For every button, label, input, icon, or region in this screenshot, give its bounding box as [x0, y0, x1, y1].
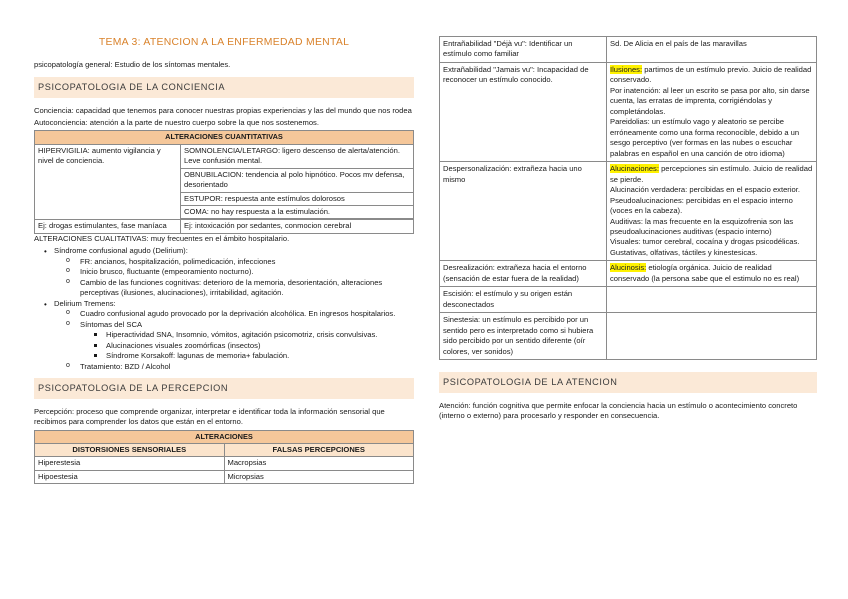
table-heading: ALTERACIONES: [35, 430, 414, 443]
list-item: [66, 320, 414, 362]
list-item: Síndrome Korsakoff: lagunas de memoria+ fabulación.: [94, 351, 414, 361]
section-header-percepcion: PSICOPATOLOGIA DE LA PERCEPCION: [34, 378, 414, 399]
section-header-conciencia: PSICOPATOLOGIA DE LA CONCIENCIA: [34, 77, 414, 98]
table-cell: [607, 162, 817, 261]
table-cell: Ej: drogas estimulantes, fase maníaca: [35, 220, 181, 233]
cell-text: Alucinación verdadera: percibidas en el espacio exterior.: [610, 185, 800, 195]
cell-text: Por inatención: al leer un escrito se pasa por alto, sin darse cuenta, las erratas de imprenta, corrigiéndolas y completándolas.: [610, 85, 810, 116]
table-cell: [607, 62, 817, 161]
table-cell: Sinestesia: un estímulo es percibido por un sentido pero es interpretado como si hubiera sido percibido por un sentido diferente (oír colores, ver sonidos): [440, 313, 607, 360]
list-item: o Inicio brusco, fluctuante (empeoramiento nocturno).: [66, 267, 414, 277]
document-title: TEMA 3: ATENCION A LA ENFERMEDAD MENTAL: [98, 37, 350, 48]
percepcion-detail-table: [439, 36, 817, 360]
table-cell: [607, 261, 817, 287]
list-item: Alucinaciones visuales zoomórficas (insectos): [94, 341, 414, 351]
alteraciones-list: [44, 246, 414, 372]
cell-text: Pseudoalucinaciones: percibidas en el espacio interno (voces en la cabeza).: [610, 195, 793, 216]
sca-label: Síntomas del SCA: [80, 319, 143, 329]
list-item: o Tratamiento: BZD / Alcohol: [66, 362, 414, 372]
list-item: Hiperactividad SNA, Insomnio, vómitos, agitación psicomotriz, crisis convulsivas.: [94, 330, 414, 340]
table-cell: Macropsias: [224, 457, 414, 470]
table-cell-empty: [607, 313, 817, 360]
cuantitativas-table: [34, 130, 414, 234]
table-cell: Desrealización: extrañeza hacia el entorno (sensación de estar fuera de la realidad): [440, 261, 607, 287]
atencion-definition: Atención: función cognitiva que permite enfocar la conciencia hacia un estímulo o acontecimiento concreto (interno o externo) para procesarlo y responder en consecuencia.: [439, 400, 798, 421]
highlight-alucinosis: Alucinosis:: [610, 263, 647, 273]
cell-text: partimos de un estímulo previo. Juicio de realidad conservado.: [610, 64, 812, 85]
autoconciencia-definition: Autoconciencia: atención a la parte de nuestro cuerpo sobre la que nos sostenemos.: [34, 117, 319, 127]
table-heading: ALTERACIONES CUANTITATIVAS: [35, 131, 414, 144]
table-cell: SOMNOLENCIA/LETARGO: ligero descenso de alerta/atención. Leve confusión mental.: [181, 144, 414, 168]
cell-text: Pareidolias: un estímulo vago y aleatorio se percibe erróneamente como una forma reconocible, debido a un sesgo perceptivo (ver formas en las nubes o escuchar palabras en español en una canción de otro idioma): [610, 117, 800, 158]
table-cell: Ej: intoxicación por sedantes, conmocion cerebral: [181, 220, 414, 233]
left-column: [34, 36, 414, 484]
list-item: [44, 299, 414, 372]
cualitativas-text: ALTERACIONES CUALITATIVAS: muy frecuentes en el ámbito hospitalario.: [34, 233, 290, 243]
highlight-alucinaciones: Alucinaciones:: [610, 164, 659, 174]
tremens-label: Delirium Tremens:: [54, 298, 116, 308]
table-cell: OBNUBILACION: tendencia al polo hipnótico. Pocos mv defensa, desorientado: [181, 168, 414, 192]
table-cell: Entrañabilidad "Déjà vu": Identificar un estímulo como familiar: [440, 37, 607, 63]
table-cell: COMA: no hay respuesta a la estimulación.: [181, 206, 414, 219]
percepcion-definition: Percepción: proceso que comprende organizar, interpretar e identificar toda la información sensorial que recibimos para comprender los datos que están en el entorno.: [34, 406, 385, 427]
list-item: o Cambio de las funciones cognitivas: deterioro de la memoria, desorientación, alteraciones perceptivas (ilusiones, alucinaciones), irritabilidad, agitación.: [66, 278, 414, 299]
intro-text: psicopatología general: Estudio de los síntomas mentales.: [34, 60, 231, 70]
table-cell-empty: [607, 287, 817, 313]
column-header: DISTORSIONES SENSORIALES: [35, 443, 225, 456]
table-cell: Despersonalización: extrañeza hacia uno mismo: [440, 162, 607, 261]
list-item: [44, 246, 414, 298]
list-item: o Cuadro confusional agudo provocado por la deprivación alcohólica. En ingresos hospitalarios.: [66, 309, 414, 319]
table-cell: Escisión: el estímulo y su origen están desconectados: [440, 287, 607, 313]
table-cell: Sd. De Alicia en el país de las maravillas: [607, 37, 817, 63]
column-header: FALSAS PERCEPCIONES: [224, 443, 414, 456]
cell-text: Gustativas, olfativas, táctiles y kinestesicas.: [610, 247, 758, 257]
delirium-label: Síndrome confusional agudo (Delirium):: [54, 246, 188, 256]
table-cell: Hipoestesia: [35, 470, 225, 483]
cell-text: Visuales: tumor cerebral, cocaína y drogas psicodélicas.: [610, 237, 800, 247]
table-cell: HIPERVIGILIA: aumento vigilancia y nivel de conciencia.: [35, 144, 181, 220]
highlight-ilusiones: Ilusiones:: [610, 64, 643, 74]
table-cell: ESTUPOR: respuesta ante estímulos dolorosos: [181, 192, 414, 205]
conciencia-definition: Conciencia: capacidad que tenemos para conocer nuestras propias experiencias y las del mundo que nos rodea: [34, 105, 412, 115]
right-column: [439, 36, 817, 424]
section-header-atencion: PSICOPATOLOGIA DE LA ATENCION: [439, 372, 817, 393]
cell-text: etiología orgánica. Juicio de realidad conservado (la persona sabe que el estimulo no es real): [610, 263, 800, 283]
table-cell: Extrañabilidad "Jamais vu": Incapacidad de reconocer un estímulo conocido.: [440, 62, 607, 161]
cell-text: percepciones sin estímulo. Juicio de realidad se pierde.: [610, 164, 813, 184]
cell-text: Auditivas: la mas frecuente en la esquizofrenia son las pseudoalucinaciones auditivas (espacio interno): [610, 216, 794, 236]
list-item: o FR: ancianos, hospitalización, polimedicación, infecciones: [66, 257, 414, 267]
table-cell: Hiperestesia: [35, 457, 225, 470]
alteraciones-table: [34, 430, 414, 485]
table-cell: Micropsias: [224, 470, 414, 483]
